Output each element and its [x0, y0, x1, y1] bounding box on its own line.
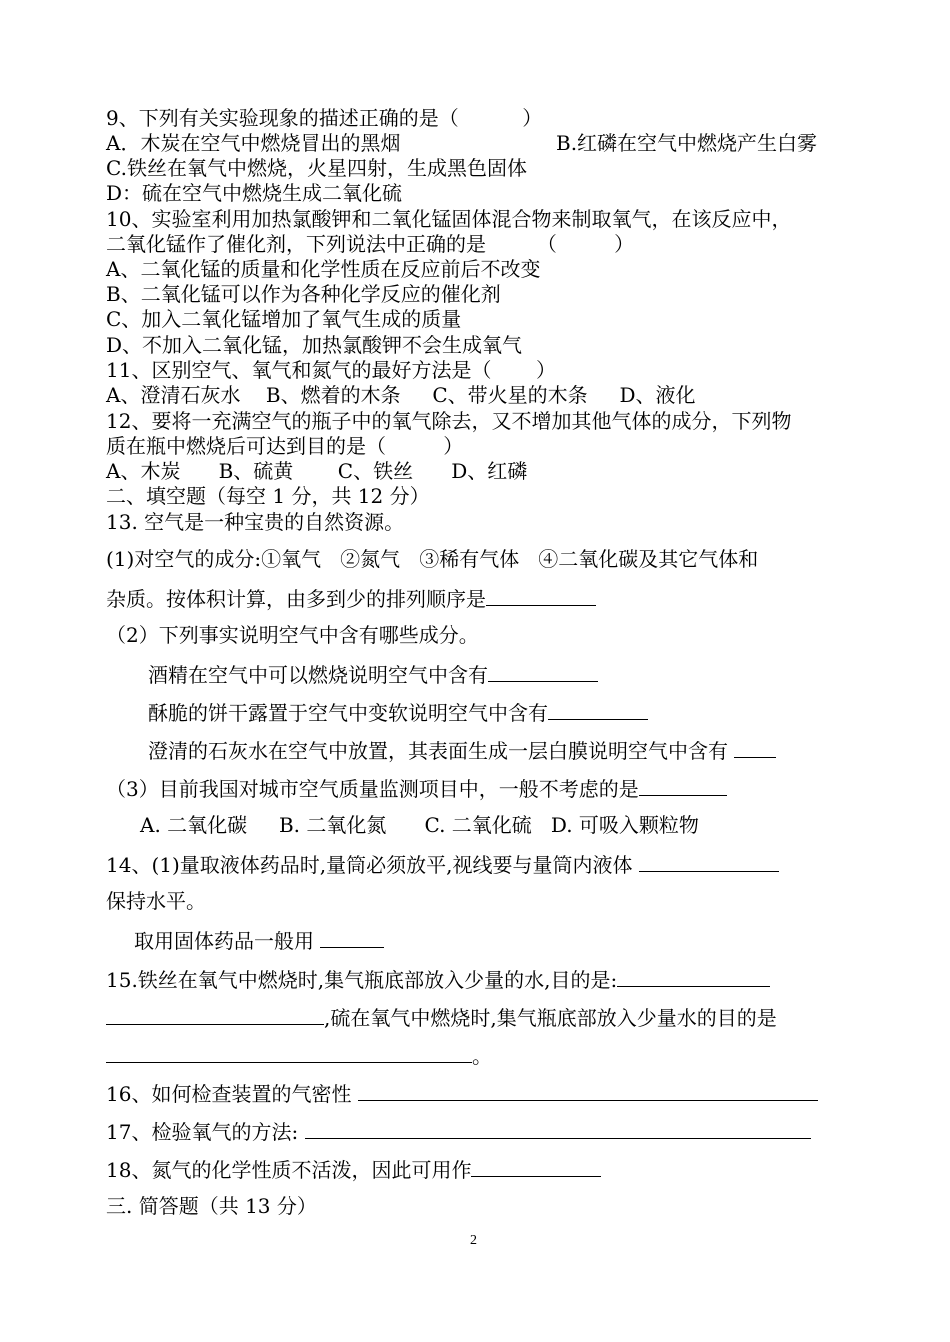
q9-stem: 9、下列有关实验现象的描述正确的是（ ） — [106, 106, 543, 130]
q15-iron-blank-a[interactable] — [617, 966, 770, 987]
q11-options: A、澄清石灰水 B、燃着的木条 C、带火星的木条 D、液化 — [106, 383, 696, 407]
q12-stem-1: 12、要将一充满空气的瓶子中的氧气除去，又不增加其他气体的成分，下列物 — [106, 409, 792, 433]
q13-part1-b — [106, 585, 596, 612]
q13-alcohol-blank[interactable] — [488, 661, 598, 682]
q13-part1-b-text: 杂质。按体积计算，由多到少的排列顺序是 — [106, 587, 486, 611]
q13-stem: 13. 空气是一种宝贵的自然资源。 — [106, 510, 405, 534]
q15-line-3 — [106, 1042, 492, 1069]
q13-part2-a — [148, 661, 598, 688]
q15-line-2-text: ,硫在氧气中燃烧时,集气瓶底部放入少量水的目的是 — [324, 1006, 777, 1030]
q14-line-3-text: 取用固体药品一般用 — [134, 929, 321, 953]
q13-part1-a: (1)对空气的成分:①氧气 ②氮气 ③稀有气体 ④二氧化碳及其它气体和 — [106, 547, 759, 571]
q18-line — [106, 1156, 601, 1183]
q13-part2-b — [148, 699, 648, 726]
q13-monitor-blank[interactable] — [639, 775, 727, 796]
q13-part3-text: （3）目前我国对城市空气质量监测项目中，一般不考虑的是 — [106, 777, 639, 801]
q15-sulfur-blank[interactable] — [106, 1042, 472, 1063]
section2-title: 二、填空题（每空 1 分，共 12 分） — [106, 484, 430, 508]
q18-text: 18、氮气的化学性质不活泼，因此可用作 — [106, 1158, 472, 1182]
q13-biscuit-blank[interactable] — [548, 699, 648, 720]
q10-stem-1: 10、实验室利用加热氯酸钾和二氧化锰固体混合物来制取氧气，在该反应中， — [106, 207, 792, 231]
q13-part2-b-text: 酥脆的饼干露置于空气中变软说明空气中含有 — [148, 701, 548, 725]
q16-blank[interactable] — [358, 1080, 818, 1101]
q11-stem: 11、区别空气、氧气和氮气的最好方法是（ ） — [106, 358, 556, 382]
q14-tool-blank[interactable] — [320, 927, 384, 948]
q15-line-2 — [106, 1004, 777, 1031]
q18-blank[interactable] — [471, 1156, 601, 1177]
q17-line — [106, 1118, 811, 1145]
q14-line-1 — [106, 851, 779, 878]
q14-line-2: 保持水平。 — [106, 889, 206, 913]
q14-line-3 — [134, 927, 384, 954]
q13-part2-c-text: 澄清的石灰水在空气中放置，其表面生成一层白膜说明空气中含有 — [148, 739, 735, 763]
q12-stem-2: 质在瓶中燃烧后可达到目的是（ ） — [106, 434, 464, 458]
q9-option-b: B.红磷在空气中燃烧产生白雾 — [556, 131, 818, 155]
q14-line-1-text: 14、(1)量取液体药品时,量筒必须放平,视线要与量筒内液体 — [106, 853, 639, 877]
q15-line-1 — [106, 966, 770, 993]
page-number: 2 — [470, 1233, 477, 1248]
q9-option-c: C.铁丝在氧气中燃烧，火星四射，生成黑色固体 — [106, 156, 527, 180]
q15-line-1-text: 15.铁丝在氧气中燃烧时,集气瓶底部放入少量的水,目的是: — [106, 968, 618, 992]
q9-option-d: D：硫在空气中燃烧生成二氧化硫 — [106, 181, 403, 205]
q13-part3 — [106, 775, 727, 802]
q10-option-b: B、二氧化锰可以作为各种化学反应的催化剂 — [106, 282, 501, 306]
q10-option-a: A、二氧化锰的质量和化学性质在反应前后不改变 — [106, 257, 541, 281]
q16-line — [106, 1080, 818, 1107]
q10-stem-2: 二氧化锰作了催化剂，下列说法中正确的是 （ ） — [106, 232, 635, 256]
q10-option-c: C、加入二氧化锰增加了氧气生成的质量 — [106, 307, 462, 331]
q16-text: 16、如何检查装置的气密性 — [106, 1082, 358, 1106]
q13-part3-options: A. 二氧化碳 B. 二氧化氮 C. 二氧化硫 D. 可吸入颗粒物 — [140, 813, 699, 837]
q12-options: A、木炭 B、硫黄 C、铁丝 D、红磷 — [106, 459, 528, 483]
q13-order-blank[interactable] — [486, 585, 596, 606]
q14-level-blank[interactable] — [639, 851, 779, 872]
q17-text: 17、检验氧气的方法: — [106, 1120, 305, 1144]
q13-part2-c — [148, 737, 776, 764]
q9-option-a: A．木炭在空气中燃烧冒出的黑烟 — [106, 131, 401, 155]
section3-title: 三. 简答题（共 13 分） — [106, 1194, 317, 1218]
q13-limewater-blank[interactable] — [734, 737, 776, 758]
q13-part2: （2）下列事实说明空气中含有哪些成分。 — [106, 623, 479, 647]
q13-part2-a-text: 酒精在空气中可以燃烧说明空气中含有 — [148, 663, 488, 687]
q17-blank[interactable] — [305, 1118, 811, 1139]
q10-option-d: D、不加入二氧化锰，加热氯酸钾不会生成氧气 — [106, 333, 523, 357]
q15-iron-blank-b[interactable] — [106, 1004, 324, 1025]
q15-line-3-end: 。 — [472, 1044, 492, 1068]
